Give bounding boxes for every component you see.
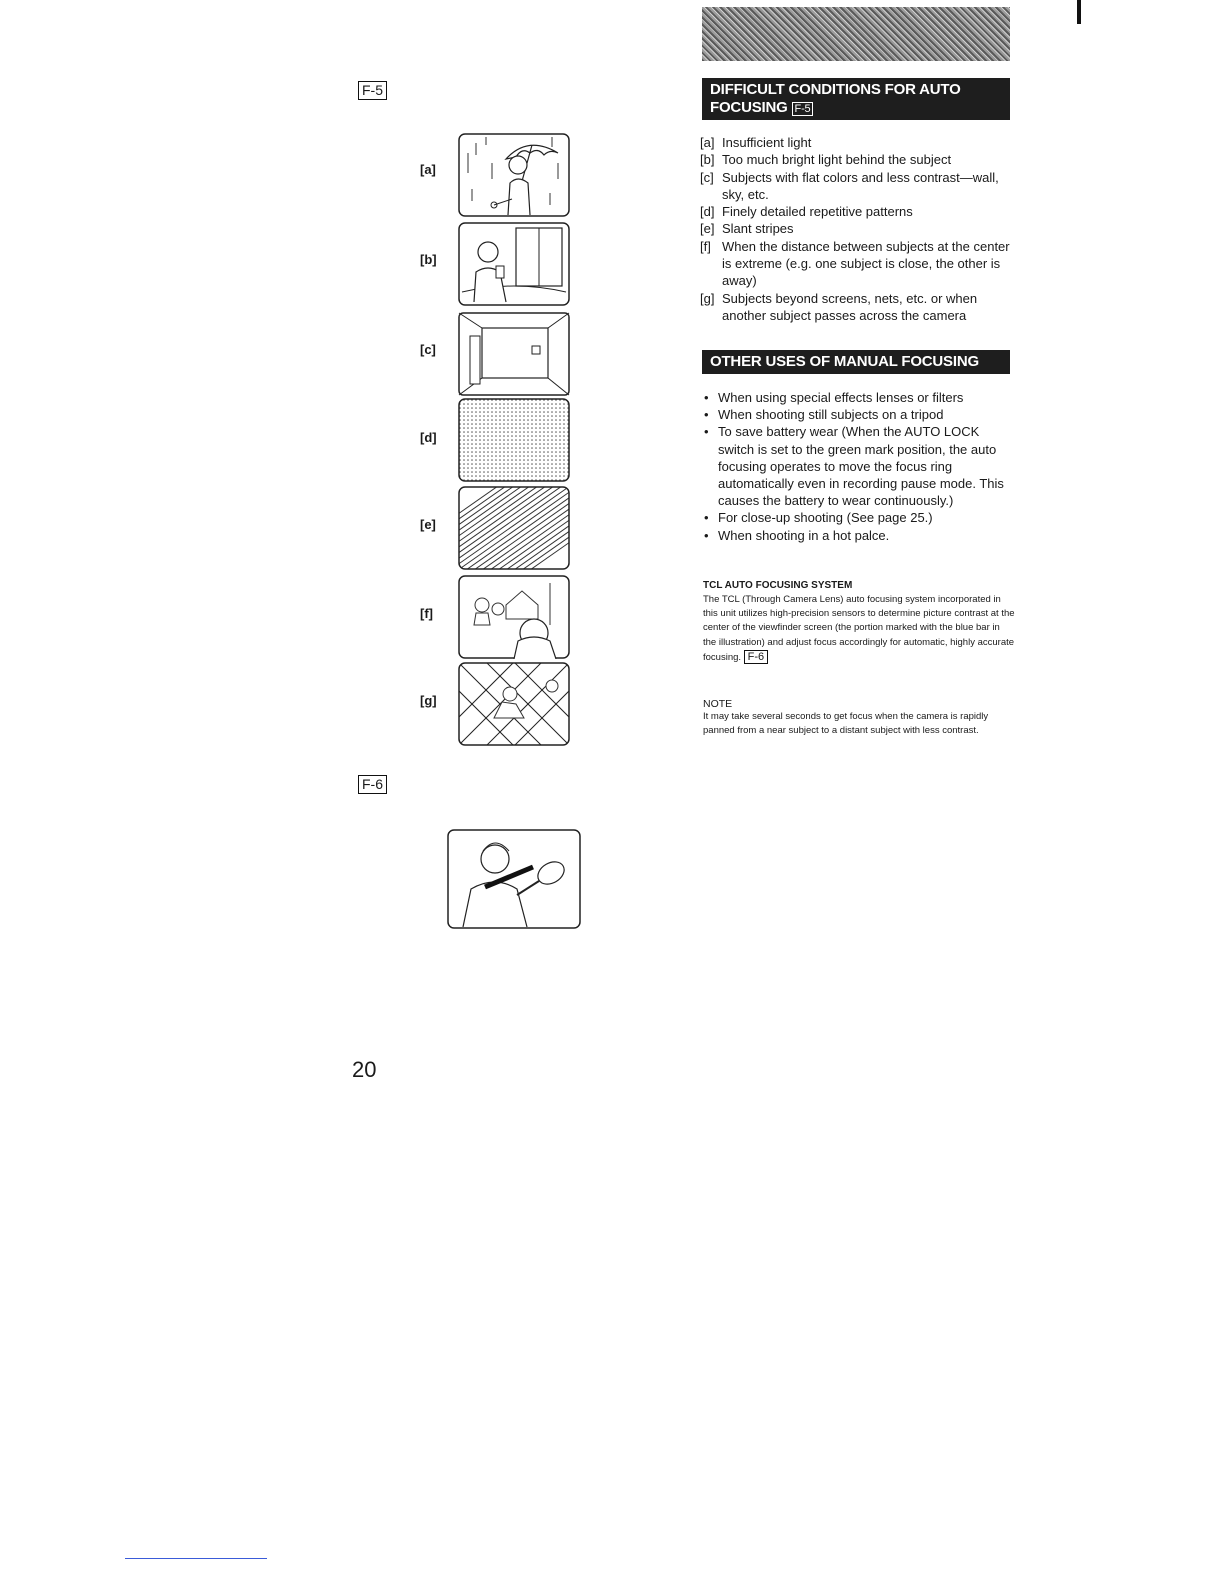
umbrella-girl-icon: [458, 133, 570, 217]
list-item: [704, 509, 1014, 526]
item-tag: [b]: [700, 152, 715, 168]
item-tag: [d]: [700, 204, 715, 220]
panel-b-label: [b]: [420, 252, 437, 267]
heading-line1: DIFFICULT CONDITIONS FOR AUTO: [710, 81, 961, 98]
panel-g-illustration: [458, 662, 570, 746]
margin-mark: [1077, 0, 1081, 24]
header-screen-banner: [702, 7, 1010, 61]
flat-wall-room-icon: [458, 312, 570, 396]
panel-d-illustration: [458, 398, 570, 482]
list-item: [704, 423, 1014, 509]
tcl-figure-tag: F-6: [744, 650, 769, 664]
section-manual-focusing-heading: [702, 350, 1010, 374]
bullet-icon: •: [704, 510, 709, 526]
dot-pattern-icon: [458, 398, 570, 482]
note-body: It may take several seconds to get focus when the camera is rapidly panned from a near subject to a distant subject with less contrast.: [703, 711, 989, 737]
item-text: For close-up shooting (See page 25.): [718, 510, 933, 526]
bullet-icon: •: [704, 527, 709, 543]
list-item: [700, 220, 1012, 237]
panel-d-label: [d]: [420, 430, 437, 445]
list-item: [700, 203, 1012, 220]
list-item: [704, 406, 1014, 423]
figure-f6-label: F-6: [358, 775, 387, 794]
bottom-rule: [125, 1558, 267, 1559]
figure-f6-illustration: [447, 829, 581, 929]
manual-focusing-list: [704, 389, 1014, 544]
item-text: When shooting in a hot palce.: [718, 527, 890, 543]
list-item: [700, 134, 1012, 151]
bullet-icon: •: [704, 390, 709, 405]
section-difficult-conditions-heading: [702, 78, 1010, 120]
item-tag: [e]: [700, 221, 715, 237]
panel-c-label: [c]: [420, 342, 436, 357]
panel-f-label: [f]: [420, 606, 433, 621]
item-text: When the distance between subjects at the center is extreme (e.g. one subject is close, the other is away): [722, 238, 1010, 289]
heading-line2: [710, 99, 1002, 117]
net-screen-icon: [458, 662, 570, 746]
tcl-body: [703, 593, 1015, 665]
item-tag: [c]: [700, 169, 714, 185]
panel-a-label: [a]: [420, 162, 436, 177]
item-tag: [g]: [700, 290, 715, 306]
heading-line2-text: FOCUSING: [710, 99, 788, 116]
list-item: [704, 527, 1014, 544]
panel-b-illustration: [458, 222, 570, 306]
note-heading: NOTE: [703, 698, 733, 710]
panel-g-label: [g]: [420, 693, 437, 708]
figure-f6-tag: [358, 775, 387, 794]
panel-c-illustration: [458, 312, 570, 396]
list-item: [700, 238, 1012, 290]
item-text: Subjects beyond screens, nets, etc. or when another subject passes across the camera: [722, 290, 978, 323]
tcl-body-text: The TCL (Through Camera Lens) auto focusing system incorporated in this unit utilizes high-precision sensors to determine picture contrast at the center of the viewfinder screen (the portion marked with the blue bar in the illustration) and adjust focus accordingly for automatic, highly accurate focusing.: [703, 594, 1015, 663]
list-item: [700, 290, 1012, 325]
item-text: To save battery wear (When the AUTO LOCK switch is set to the green mark position, the auto focusing operates to move the focus ring automatically even in recording pause mode. This causes the battery to wear continuously.): [718, 424, 1004, 509]
list-item: [700, 151, 1012, 168]
panel-a-illustration: [458, 133, 570, 217]
difficult-conditions-list: [700, 134, 1012, 324]
panel-e-illustration: [458, 486, 570, 570]
item-tag: [f]: [700, 238, 711, 254]
bullet-icon: •: [704, 424, 709, 440]
item-text: When shooting still subjects on a tripod: [718, 407, 944, 423]
item-text: Insufficient light: [722, 135, 812, 150]
item-text: Slant stripes: [722, 221, 794, 237]
heading-text: OTHER USES OF MANUAL FOCUSING: [710, 353, 979, 370]
near-far-subjects-icon: [458, 575, 570, 659]
item-text: Too much bright light behind the subject: [722, 152, 952, 168]
tennis-player-icon: [447, 829, 581, 929]
item-tag: [a]: [700, 135, 715, 150]
page-number: 20: [352, 1057, 377, 1082]
heading-figure-tag: F-5: [792, 102, 814, 116]
bullet-icon: •: [704, 407, 709, 423]
panel-f-illustration: [458, 575, 570, 659]
item-text: Finely detailed repetitive patterns: [722, 204, 913, 220]
backlit-window-icon: [458, 222, 570, 306]
list-item: [704, 389, 1014, 406]
figure-f5-tag: [358, 81, 387, 100]
tcl-heading: TCL AUTO FOCUSING SYSTEM: [703, 580, 853, 591]
panel-e-label: [e]: [420, 517, 436, 532]
list-item: [700, 169, 1012, 204]
figure-f5-label: F-5: [358, 81, 387, 100]
item-text: When using special effects lenses or filters: [718, 390, 964, 405]
item-text: Subjects with flat colors and less contrast—wall, sky, etc.: [722, 169, 999, 202]
slant-stripes-icon: [458, 486, 570, 570]
